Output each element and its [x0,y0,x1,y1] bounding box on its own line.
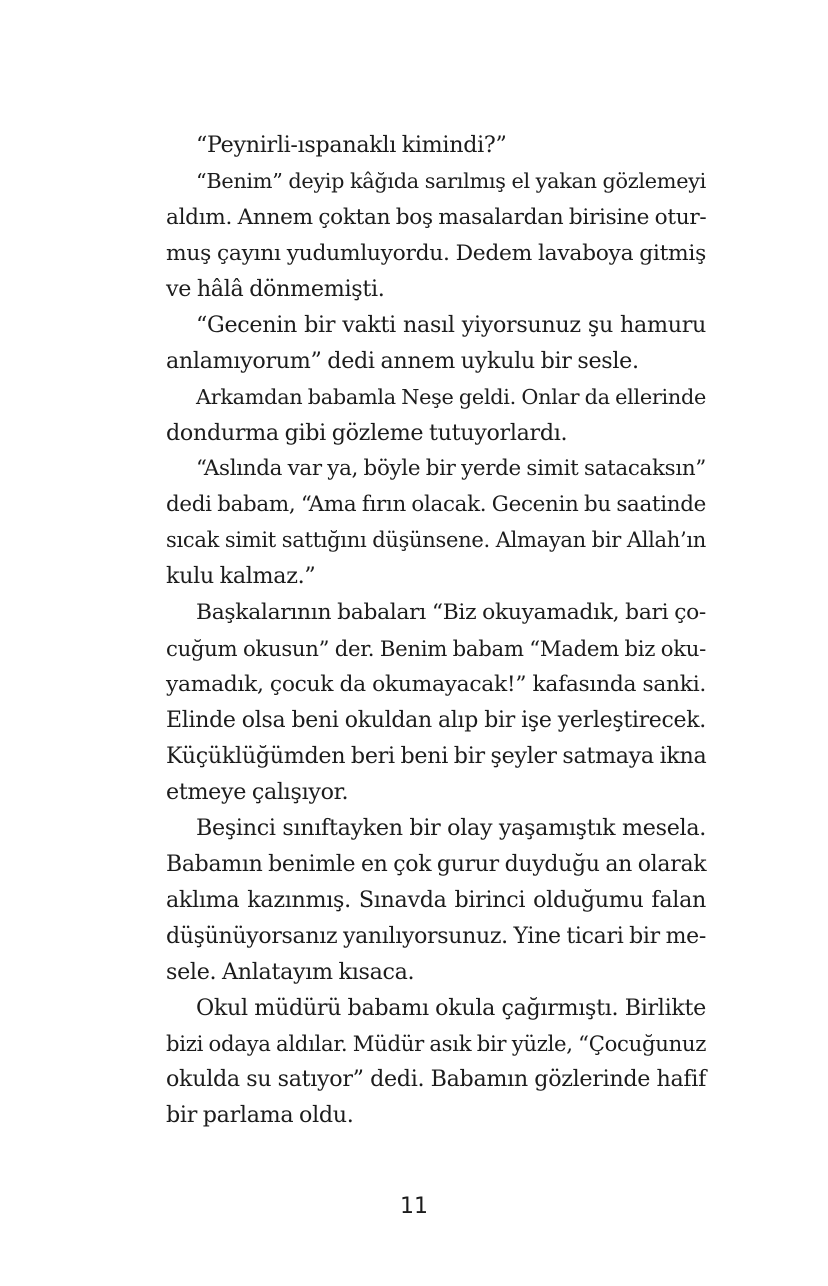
text-line: “Gecenin bir vakti nasıl yiyorsunuz şu hamuru [196,311,706,338]
text-line: “Peynirli-ıspanaklı kimindi?” [196,132,507,158]
text-line: kulu kalmaz.” [166,563,316,590]
text-line: Başkalarının babaları “Biz okuyamadık, bari ço- [196,600,706,626]
text-line: sele. Anlatayım kısaca. [166,958,415,985]
text-line: sıcak simit sattığını düşünsene. Almayan bir Allah’ın [166,528,706,553]
text-line: dondurma gibi gözleme tutuyorlardı. [166,419,568,446]
text-line: Beşinci sınıftayken bir olay yaşamıştık mesela. [196,814,706,841]
page-number: 11 [400,1194,428,1219]
text-line: aldım. Annem çoktan boş masalardan birisine otur- [166,204,707,230]
text-line: düşünüyorsanız yanılıyorsunuz. Yine ticari bir me- [166,923,706,949]
page-body-text [166,128,706,1134]
text-line: cuğum okusun” der. Benim babam “Madem biz oku- [166,636,706,662]
text-line: Okul müdürü babamı okula çağırmıştı. Birlikte [196,994,706,1021]
text-line: Babamın benimle en çok gurur duyduğu an olarak [166,851,707,877]
text-line: Arkamdan babamla Neşe geldi. Onlar da ellerinde [196,384,706,409]
text-line: okulda su satıyor” dedi. Babamın gözlerinde hafif [166,1066,706,1093]
text-line: “Benim” deyip kâğıda sarılmış el yakan gözlemeyi [196,168,706,193]
text-line: Küçüklüğümden beri beni bir şeyler satmaya ikna [166,742,707,769]
text-line: etmeye çalışıyor. [166,778,349,805]
text-line: anlamıyorum” dedi annem uykulu bir sesle. [166,347,639,374]
text-line: aklıma kazınmış. Sınavda birinci olduğumu falan [166,886,706,913]
text-line: muş çayını yudumluyordu. Dedem lavaboya gitmiş [166,240,706,266]
text-line: “Aslında var ya, böyle bir yerde simit satacaksın” [196,456,706,482]
text-line: Elinde olsa beni okuldan alıp bir işe yerleştirecek. [166,708,706,733]
text-line: bizi odaya aldılar. Müdür asık bir yüzle, “Çocuğunuz [166,1031,707,1057]
text-line: dedi babam, “Ama fırın olacak. Gecenin bu saatinde [166,492,706,518]
text-line: yamadık, çocuk da okumayacak!” kafasında sanki. [166,672,706,698]
text-line: ve hâlâ dönmemişti. [166,275,385,302]
text-line: bir parlama oldu. [166,1102,354,1129]
